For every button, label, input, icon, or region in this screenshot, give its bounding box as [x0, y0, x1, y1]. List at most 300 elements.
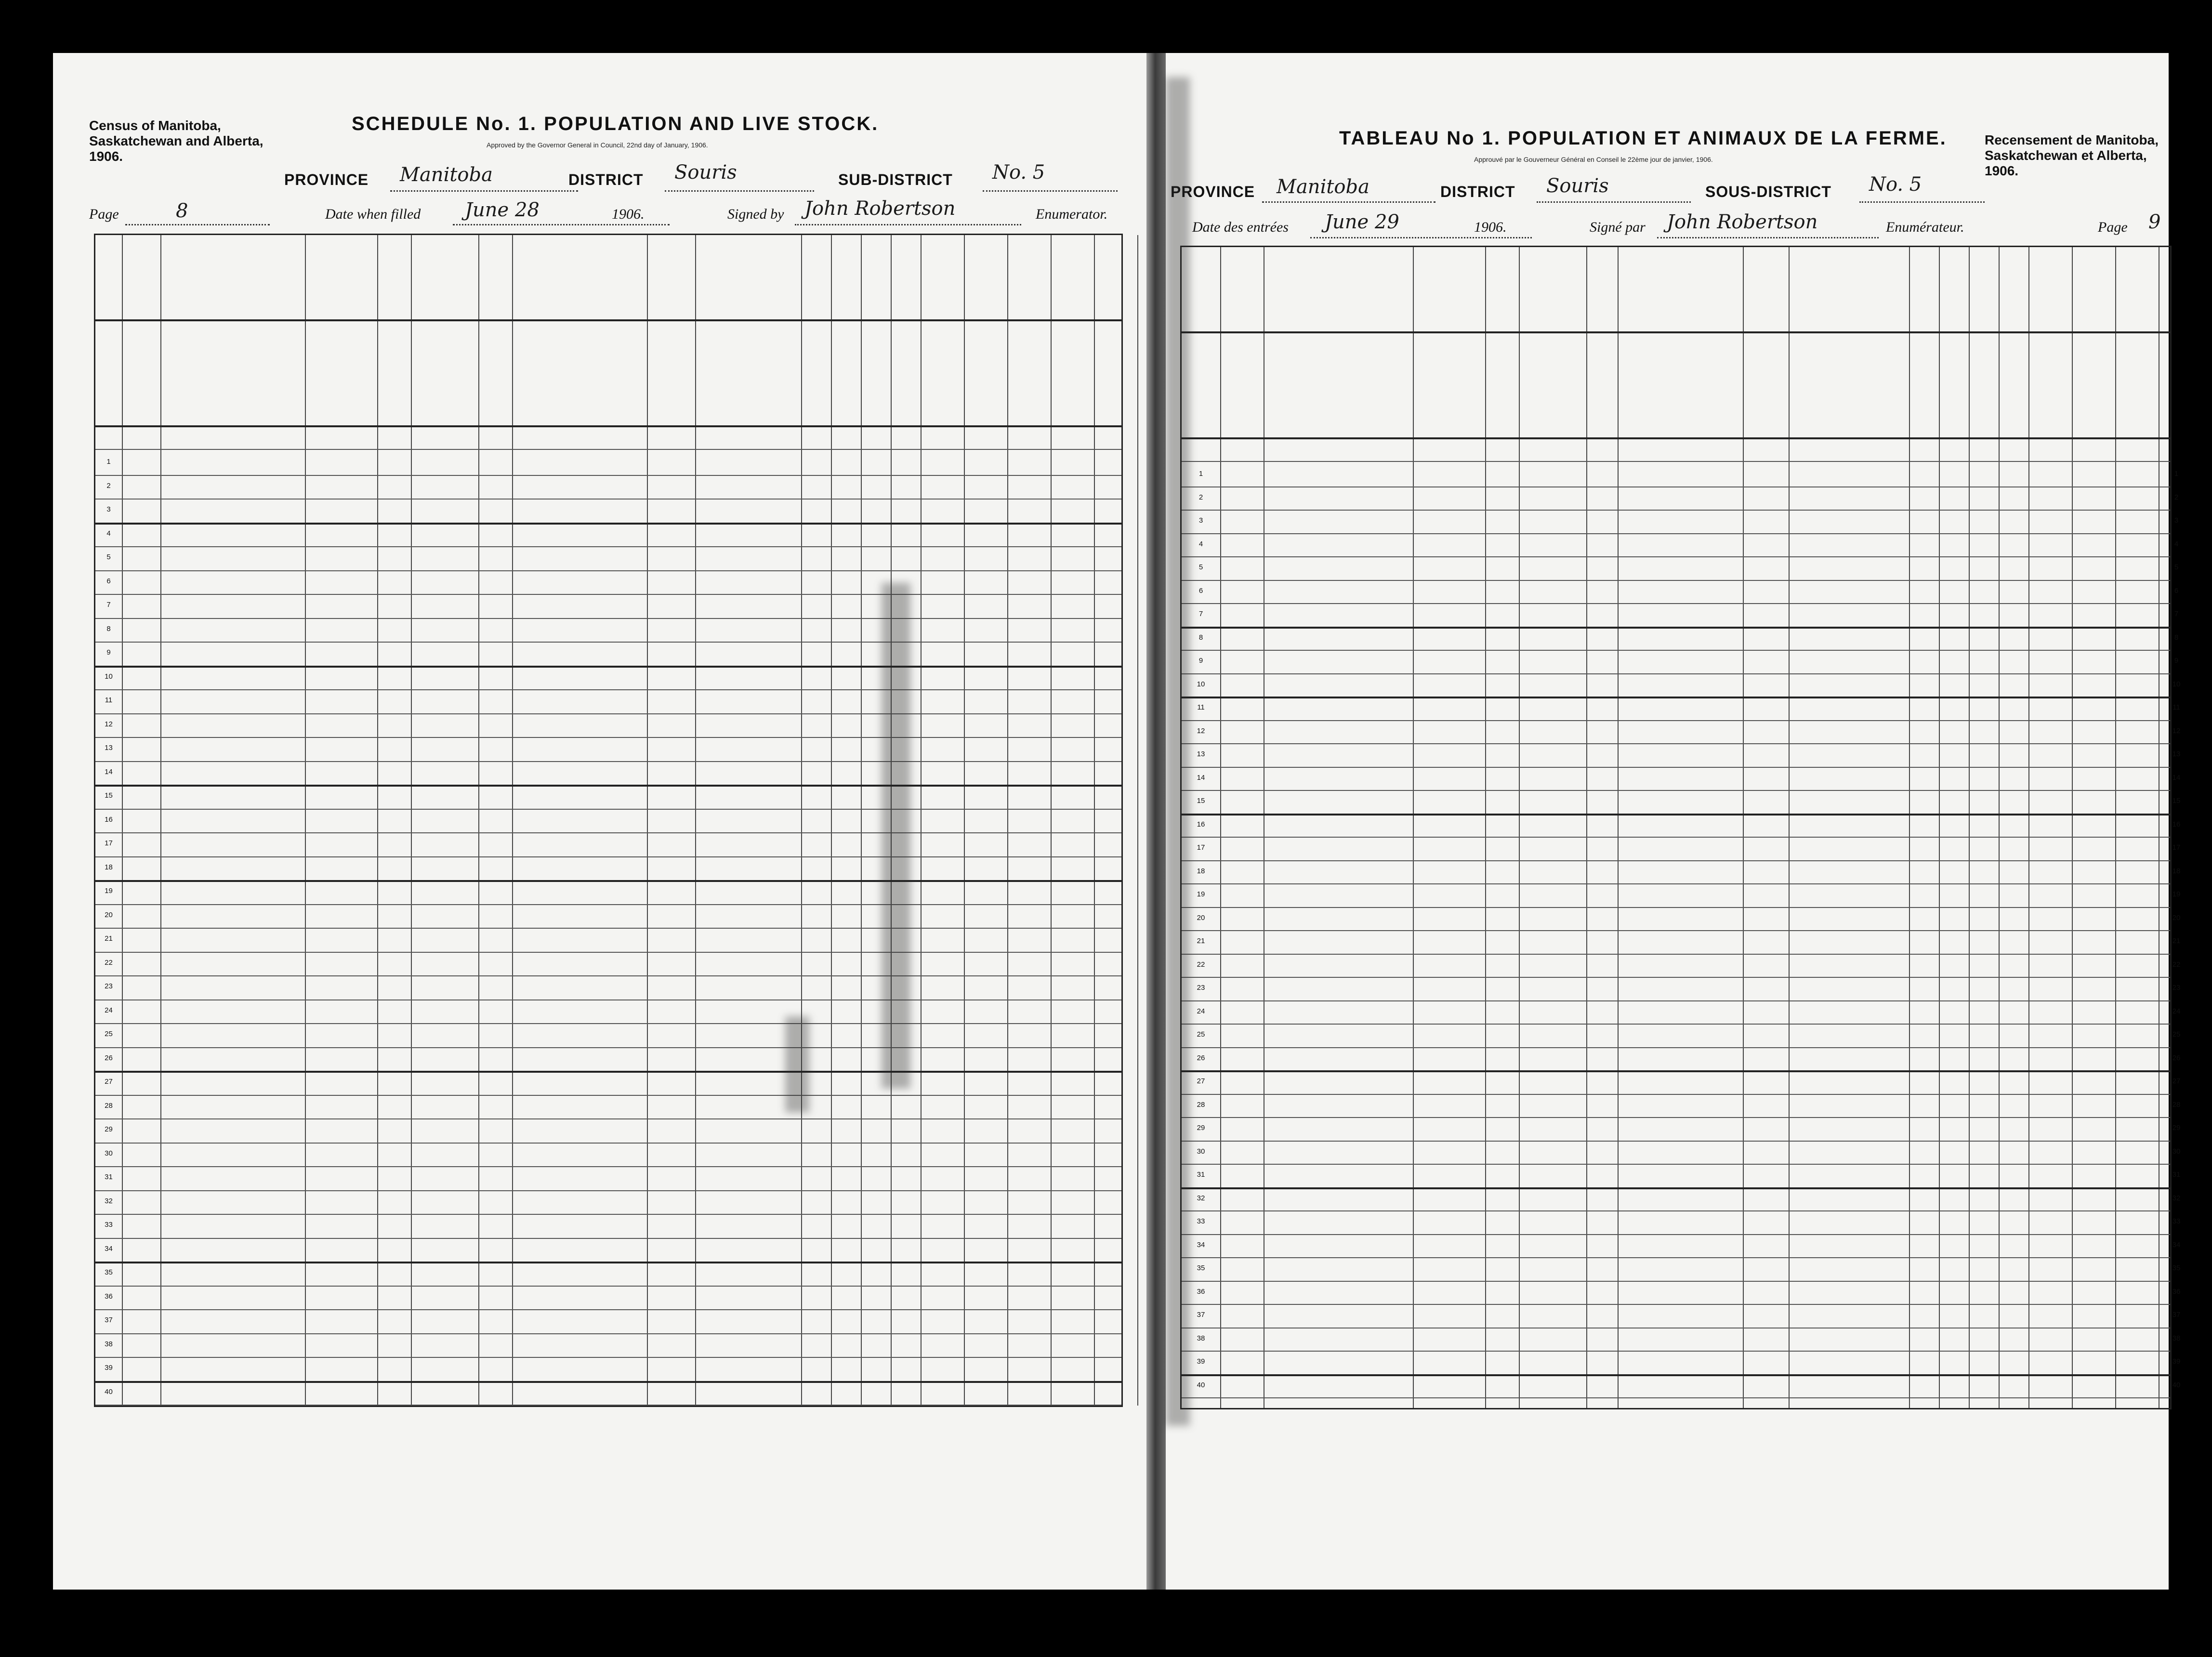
right-enumerator-label: Enumérateur. — [1886, 219, 1964, 235]
right-col-number — [1743, 449, 1789, 459]
right-col-number — [1220, 449, 1264, 459]
right-col-number — [2115, 449, 2159, 459]
right-row-line — [1182, 1141, 2170, 1142]
left-col-header-fr — [305, 343, 377, 423]
left-district-line — [665, 190, 814, 192]
left-page-value: 8 — [176, 200, 188, 222]
right-line-number-right: 35 — [2172, 1264, 2181, 1272]
left-col-number — [861, 437, 891, 447]
left-col-header-fr — [921, 343, 964, 423]
left-col-number — [921, 437, 964, 447]
left-col-header — [160, 254, 305, 317]
right-row-line — [1182, 1187, 2170, 1189]
left-date-value: June 28 — [465, 199, 540, 221]
right-line-number: 4 — [1198, 539, 1203, 548]
right-line-number: 31 — [1197, 1170, 1205, 1179]
right-row-line — [1182, 510, 2170, 511]
left-col-header — [801, 254, 831, 317]
right-col-header — [2159, 266, 2194, 329]
right-line-number: 16 — [1197, 820, 1205, 828]
left-line-number: 34 — [105, 1244, 113, 1253]
left-row-line — [95, 832, 1121, 833]
right-row-line — [1182, 1351, 2170, 1352]
left-col-header-fr — [801, 343, 831, 423]
right-line-number-right: 4 — [2174, 539, 2179, 548]
left-row-line — [95, 570, 1121, 571]
left-row-line — [95, 1381, 1121, 1383]
right-line-number-right: 20 — [2172, 913, 2181, 922]
left-line-number: 30 — [105, 1149, 113, 1157]
right-line-number: 6 — [1198, 586, 1203, 595]
right-line-number-right: 26 — [2172, 1053, 2181, 1062]
right-line-number: 38 — [1197, 1334, 1205, 1342]
right-col-header-fr — [1618, 355, 1743, 435]
right-line-number: 35 — [1197, 1264, 1205, 1272]
right-line-number-right: 8 — [2174, 633, 2179, 642]
left-col-header-fr — [861, 343, 891, 423]
right-line-number: 40 — [1197, 1381, 1205, 1389]
left-row-line — [95, 880, 1121, 882]
left-col-header-fr — [891, 343, 921, 423]
left-year-value: 1906. — [612, 206, 645, 222]
left-line-number: 15 — [105, 791, 113, 800]
right-date-line — [1310, 237, 1532, 238]
right-col-number — [1485, 449, 1519, 459]
right-row-line — [1182, 767, 2170, 768]
right-row-line — [1182, 556, 2170, 557]
left-col-number — [831, 437, 861, 447]
right-date-value: June 29 — [1325, 211, 1399, 233]
right-col-header-fr — [1586, 355, 1618, 435]
left-header-divider — [95, 425, 1121, 427]
left-line-number: 28 — [105, 1101, 113, 1110]
right-row-line — [1182, 1257, 2170, 1258]
left-census-title: Census of Manitoba, Saskatchewan and Alberta, 1906. — [89, 118, 263, 164]
right-row-line — [1182, 837, 2170, 838]
right-row-line — [1182, 1094, 2170, 1095]
right-line-number: 27 — [1197, 1077, 1205, 1085]
left-row-line — [95, 1286, 1121, 1287]
left-line-number: 39 — [105, 1364, 113, 1372]
left-line-number: 25 — [105, 1030, 113, 1038]
right-row-line — [1182, 977, 2170, 978]
right-col-header-fr — [1999, 355, 2028, 435]
right-col-header — [1485, 266, 1519, 329]
left-col-header — [478, 254, 512, 317]
left-col-header — [1051, 254, 1094, 317]
left-row-line — [95, 523, 1121, 525]
left-line-number: 1 — [106, 458, 111, 466]
right-row-line — [1182, 1304, 2170, 1305]
right-col-number — [1586, 449, 1618, 459]
left-row-line — [95, 1214, 1121, 1215]
right-province-value: Manitoba — [1277, 176, 1369, 198]
left-col-number — [377, 437, 411, 447]
right-col-header-fr — [1519, 355, 1586, 435]
left-line-number: 31 — [105, 1173, 113, 1181]
right-line-number-right: 10 — [2172, 680, 2181, 688]
right-line-number: 24 — [1197, 1007, 1205, 1015]
right-line-number-right: 34 — [2172, 1240, 2181, 1249]
right-col-header-fr — [1909, 355, 1939, 435]
scan-smudge — [882, 583, 910, 1089]
right-col-header-fr — [1969, 355, 1999, 435]
right-district-line — [1537, 201, 1691, 203]
left-line-number: 11 — [105, 696, 113, 704]
left-col-header-fr — [512, 343, 647, 423]
right-page-value: 9 — [2148, 211, 2161, 233]
left-row-line — [95, 475, 1121, 476]
left-col-number — [1051, 437, 1094, 447]
book-gutter — [1146, 53, 1166, 1590]
left-row-line — [95, 761, 1121, 762]
right-col-number — [1909, 449, 1939, 459]
right-line-number: 28 — [1197, 1100, 1205, 1109]
right-schedule-title: TABLEAU No 1. POPULATION ET ANIMAUX DE LA FERME. — [1339, 128, 1947, 149]
left-line-number: 19 — [105, 887, 113, 895]
left-col-header-fr — [122, 343, 160, 423]
scan-smudge — [1166, 77, 1190, 1426]
right-line-number-right: 25 — [2172, 1030, 2181, 1039]
right-col-header — [2072, 266, 2115, 329]
right-header-divider — [1182, 437, 2170, 439]
left-line-number: 2 — [106, 481, 111, 490]
right-row-line — [1182, 1024, 2170, 1025]
left-col-header — [411, 254, 478, 317]
left-schedule-title: SCHEDULE No. 1. POPULATION AND LIVE STOCK. — [352, 113, 879, 134]
left-col-number — [695, 437, 801, 447]
left-line-number: 35 — [105, 1268, 113, 1276]
left-row-line — [95, 546, 1121, 547]
left-line-number: 13 — [105, 744, 113, 752]
right-line-number: 13 — [1197, 750, 1205, 758]
scan-smudge — [785, 1016, 809, 1113]
left-line-number: 18 — [105, 863, 113, 871]
right-col-header-fr — [2028, 355, 2072, 435]
left-col-header — [891, 254, 921, 317]
left-col-header — [647, 254, 695, 317]
left-line-number: 32 — [105, 1197, 113, 1205]
left-col-header-fr — [478, 343, 512, 423]
left-line-number: 37 — [105, 1316, 113, 1324]
right-header-divider — [1182, 331, 2170, 333]
right-col-header-fr — [2072, 355, 2115, 435]
left-line-number: 21 — [105, 934, 113, 943]
left-row-line — [95, 1047, 1121, 1048]
right-col-header — [2115, 266, 2159, 329]
right-year-value: 1906. — [1474, 219, 1507, 235]
left-col-header-fr — [695, 343, 801, 423]
right-line-number: 8 — [1198, 633, 1203, 642]
left-col-number — [1007, 437, 1051, 447]
left-district-value: Souris — [674, 161, 737, 184]
left-col-header — [377, 254, 411, 317]
right-line-number-right: 30 — [2172, 1147, 2181, 1156]
left-line-number: 12 — [105, 720, 113, 728]
right-district-label: DISTRICT — [1440, 183, 1515, 200]
right-line-number: 32 — [1197, 1194, 1205, 1202]
right-signed-value: John Robertson — [1667, 211, 1818, 233]
right-row-line — [1182, 1164, 2170, 1165]
right-line-number-right: 15 — [2172, 797, 2181, 805]
left-col-number — [801, 437, 831, 447]
left-col-header-fr — [1094, 343, 1137, 423]
left-col-header — [921, 254, 964, 317]
right-line-number: 11 — [1197, 703, 1205, 711]
left-col-number — [512, 437, 647, 447]
left-line-number: 24 — [105, 1006, 113, 1014]
right-row-line — [1182, 697, 2170, 698]
right-row-line — [1182, 603, 2170, 604]
right-line-number-right: 32 — [2172, 1194, 2181, 1202]
right-row-line — [1182, 930, 2170, 931]
right-col-header-fr — [1413, 355, 1485, 435]
right-census-title: Recensement de Manitoba, Saskatchewan et Alberta, 1906. — [1985, 132, 2159, 178]
left-enumerator-label: Enumerator. — [1036, 206, 1108, 222]
right-signed-line — [1657, 237, 1879, 238]
left-col-header-fr — [160, 343, 305, 423]
right-row-line — [1182, 1070, 2170, 1072]
right-line-number-right: 19 — [2172, 890, 2181, 898]
right-row-line — [1182, 907, 2170, 908]
right-row-line — [1182, 1210, 2170, 1211]
left-subdistrict-label: SUB-DISTRICT — [838, 171, 953, 188]
right-line-number-right: 5 — [2174, 563, 2179, 571]
right-col-header — [1413, 266, 1485, 329]
right-subdistrict-line — [1859, 201, 1985, 203]
right-district-value: Souris — [1546, 175, 1609, 197]
left-col-header-fr — [411, 343, 478, 423]
left-col-header — [305, 254, 377, 317]
right-col-number — [2159, 449, 2194, 459]
left-col-number — [305, 437, 377, 447]
left-line-number: 14 — [105, 767, 113, 776]
left-col-header-fr — [377, 343, 411, 423]
right-date-label: Date des entrées — [1192, 219, 1289, 235]
left-line-number: 7 — [106, 601, 111, 609]
left-row-line — [95, 713, 1121, 714]
left-subdistrict-line — [983, 190, 1118, 192]
right-row-line — [1182, 673, 2170, 674]
right-line-number: 17 — [1197, 843, 1205, 852]
left-row-line — [95, 928, 1121, 929]
right-col-number — [1999, 449, 2028, 459]
left-line-number: 10 — [105, 672, 113, 681]
right-line-number: 20 — [1197, 913, 1205, 922]
left-line-number: 27 — [105, 1078, 113, 1086]
left-col-header — [831, 254, 861, 317]
left-col-number — [891, 437, 921, 447]
right-row-line — [1182, 883, 2170, 884]
left-signed-value: John Robertson — [804, 197, 956, 220]
right-line-number-right: 6 — [2174, 586, 2179, 595]
left-row-line — [95, 666, 1121, 668]
right-row-line — [1182, 860, 2170, 861]
left-col-number — [478, 437, 512, 447]
left-row-line — [95, 689, 1121, 690]
right-line-number-right: 16 — [2172, 820, 2181, 828]
left-line-number: 20 — [105, 910, 113, 919]
left-line-number: 33 — [105, 1221, 113, 1229]
right-header-divider — [1182, 461, 2170, 462]
left-row-line — [95, 785, 1121, 787]
left-col-header — [1094, 254, 1137, 317]
left-col-number — [122, 437, 160, 447]
left-col-header-fr — [831, 343, 861, 423]
right-row-line — [1182, 1397, 2170, 1398]
right-row-line — [1182, 1234, 2170, 1235]
right-col-header — [1969, 266, 1999, 329]
right-col-number — [1618, 449, 1743, 459]
right-line-number-right: 23 — [2172, 984, 2181, 992]
right-line-number-right: 40 — [2172, 1381, 2181, 1389]
left-subdistrict-value: No. 5 — [992, 161, 1045, 184]
right-line-number-right: 2 — [2174, 493, 2179, 501]
right-line-number-right: 36 — [2172, 1287, 2181, 1296]
right-line-number: 10 — [1197, 680, 1205, 688]
right-col-header — [1220, 266, 1264, 329]
right-line-number: 25 — [1197, 1030, 1205, 1039]
right-line-number: 37 — [1197, 1311, 1205, 1319]
right-row-line — [1182, 1281, 2170, 1282]
left-row-line — [95, 499, 1121, 500]
right-approved-note: Approuvé par le Gouverneur Général en Conseil le 22ème jour de janvier, 1906. — [1474, 156, 1713, 163]
right-line-number-right: 38 — [2172, 1334, 2181, 1342]
left-col-number — [95, 437, 122, 447]
left-row-line — [95, 1095, 1121, 1096]
right-row-line — [1182, 1374, 2170, 1376]
right-line-number: 3 — [1198, 516, 1203, 525]
right-line-number-right: 31 — [2172, 1170, 2181, 1179]
right-col-number — [1939, 449, 1969, 459]
right-line-number-right: 1 — [2174, 470, 2179, 478]
right-line-number: 1 — [1198, 470, 1203, 478]
right-col-number — [1969, 449, 1999, 459]
left-header-divider — [95, 319, 1121, 321]
left-row-line — [95, 975, 1121, 976]
left-signed-line — [795, 224, 1021, 225]
right-line-number-right: 21 — [2172, 937, 2181, 945]
left-row-line — [95, 1262, 1121, 1263]
right-col-header-fr — [2159, 355, 2194, 435]
right-line-number-right: 13 — [2172, 750, 2181, 758]
left-col-header-fr — [1051, 343, 1094, 423]
left-line-number: 5 — [106, 553, 111, 561]
right-col-header — [1264, 266, 1413, 329]
right-province-label: PROVINCE — [1171, 183, 1255, 200]
right-row-line — [1182, 1117, 2170, 1118]
left-line-number: 36 — [105, 1292, 113, 1301]
right-line-number: 34 — [1197, 1240, 1205, 1249]
left-date-line — [453, 224, 670, 225]
right-line-number: 7 — [1198, 610, 1203, 618]
left-line-number: 17 — [105, 839, 113, 847]
left-col-header-fr — [1007, 343, 1051, 423]
right-row-line — [1182, 533, 2170, 534]
right-row-line — [1182, 814, 2170, 815]
right-row-line — [1182, 1047, 2170, 1048]
left-col-number — [647, 437, 695, 447]
right-col-header-fr — [2115, 355, 2159, 435]
left-col-header-fr — [964, 343, 1007, 423]
right-line-number: 9 — [1198, 657, 1203, 665]
left-col-number — [160, 437, 305, 447]
right-line-number: 19 — [1197, 890, 1205, 898]
left-col-header — [695, 254, 801, 317]
left-page-label: Page — [89, 206, 119, 222]
right-col-number — [2072, 449, 2115, 459]
right-col-number — [1789, 449, 1909, 459]
right-row-line — [1182, 790, 2170, 791]
right-line-number-right: 14 — [2172, 773, 2181, 782]
left-approved-note: Approved by the Governor General in Council, 22nd day of January, 1906. — [487, 141, 708, 149]
right-line-number-right: 27 — [2172, 1077, 2181, 1085]
left-row-line — [95, 737, 1121, 738]
left-line-number: 38 — [105, 1340, 113, 1348]
right-line-number: 36 — [1197, 1287, 1205, 1296]
right-line-number: 14 — [1197, 773, 1205, 782]
right-subdistrict-value: No. 5 — [1869, 173, 1922, 196]
right-col-number — [1519, 449, 1586, 459]
right-line-number: 5 — [1198, 563, 1203, 571]
right-col-header — [1743, 266, 1789, 329]
right-line-number: 22 — [1197, 960, 1205, 969]
left-line-number: 8 — [106, 624, 111, 633]
left-line-number: 16 — [105, 815, 113, 824]
right-col-header — [1939, 266, 1969, 329]
right-line-number: 23 — [1197, 984, 1205, 992]
left-col-header — [95, 254, 122, 317]
left-row-line — [95, 642, 1121, 643]
right-signed-label: Signé par — [1590, 219, 1646, 235]
left-row-line — [95, 952, 1121, 953]
left-header-divider — [95, 449, 1121, 450]
left-row-line — [95, 1357, 1121, 1358]
right-line-number: 26 — [1197, 1053, 1205, 1062]
right-line-number: 21 — [1197, 937, 1205, 945]
right-line-number: 15 — [1197, 797, 1205, 805]
right-line-number-right: 37 — [2172, 1311, 2181, 1319]
right-line-number: 30 — [1197, 1147, 1205, 1156]
left-row-line — [95, 1405, 1121, 1406]
right-col-header-fr — [1220, 355, 1264, 435]
right-col-header — [1586, 266, 1618, 329]
right-line-number: 33 — [1197, 1217, 1205, 1225]
right-row-line — [1182, 627, 2170, 629]
right-col-header-fr — [1264, 355, 1413, 435]
left-date-label: Date when filled — [325, 206, 421, 222]
right-line-number: 39 — [1197, 1357, 1205, 1366]
right-row-line — [1182, 1000, 2170, 1001]
right-col-header-fr — [1743, 355, 1789, 435]
left-row-line — [95, 594, 1121, 595]
right-line-number: 18 — [1197, 867, 1205, 875]
right-row-line — [1182, 650, 2170, 651]
right-col-header — [1789, 266, 1909, 329]
right-line-number: 2 — [1198, 493, 1203, 501]
left-col-number — [411, 437, 478, 447]
left-province-value: Manitoba — [400, 164, 493, 186]
left-row-line — [95, 1143, 1121, 1144]
right-col-header — [1618, 266, 1743, 329]
left-row-line — [95, 1309, 1121, 1310]
left-row-line — [95, 856, 1121, 857]
left-line-number: 29 — [105, 1125, 113, 1133]
left-col-header — [861, 254, 891, 317]
right-line-number-right: 29 — [2172, 1124, 2181, 1132]
left-row-line — [95, 1118, 1121, 1119]
right-line-number-right: 3 — [2174, 516, 2179, 525]
